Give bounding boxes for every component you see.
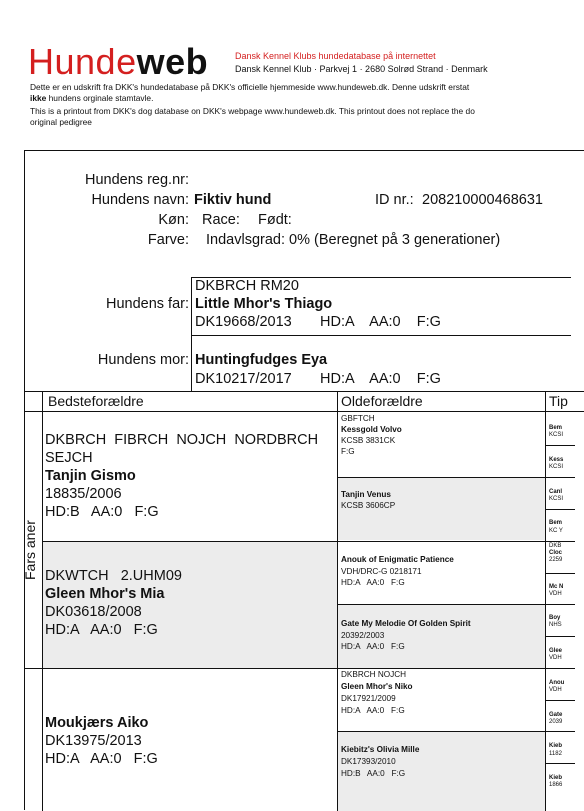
disclaimer-da-line1: Dette er en udskrift fra DKK's hundedatabase på DKK's officielle hjemmeside www.hundeweb.dk. Denne udskrift erstat [30,82,470,92]
dog-name: Fiktiv hund [194,192,272,208]
gp3-reg: DK13975/2013 [45,733,142,749]
tip10-reg: 2039 [549,719,563,725]
tip-line-1 [545,445,575,446]
id-value: 208210000468631 [422,192,543,208]
tip5-reg: 2259 [549,557,563,563]
ggp2-reg: KCSB 3606CP [341,501,396,510]
race-label: Race: [202,212,240,228]
ggp-row-line-3 [337,604,545,605]
disclaimer-en-line1: This is a printout from DKK's dog database on DKK's webpage www.hundeweb.dk. This printout does not replace the do [30,106,475,116]
gp1-reg: 18835/2006 [45,486,122,502]
tip12-name: Kieb [549,775,563,781]
dam-label: Hundens mor: [97,352,189,368]
tip10-name: Gate [549,712,563,718]
color-label: Farve: [147,232,189,248]
ggp-row-line-5 [337,731,545,732]
disclaimer-bold-word: ikke [30,93,47,103]
header-tagline: Dansk Kennel Klubs hundedatabase på internettet [235,51,436,61]
logo-text-hunde: Hunde [28,41,137,82]
col-header-great-grandparents: Oldeforældre [341,393,423,409]
tip-line-6 [545,604,575,605]
tip3-name: Canl [549,489,563,495]
dam-name: Huntingfudges Eya [195,352,328,368]
tip-line-3 [545,509,575,510]
reg-label: Hundens reg.nr: [85,172,189,188]
tip4-reg: KC Y [549,528,563,534]
ggp-row-line-1 [337,477,545,478]
ggp1-reg: KCSB 3831CK [341,436,396,445]
sire-dam-line [191,335,571,336]
ggp1-health: F:G [341,447,355,456]
tip2-name: Kess [549,457,564,463]
hundeweb-logo [28,41,209,82]
gp-row-line-1 [42,541,337,542]
ggp6-health: HD:B AA:0 F:G [341,769,406,778]
tip6-name: Mc N [549,584,564,590]
tip4-name: Bem [549,520,563,526]
ggp3-name: Anouk of Enigmatic Patience [341,555,454,564]
born-label: Født: [258,212,292,228]
dam-reg: DK10217/2017 [195,371,292,387]
gp1-name: Tanjin Gismo [45,468,136,484]
name-label: Hundens navn: [91,192,189,208]
inbreeding: Indavlsgrad: 0% (Beregnet på 3 generationer) [206,232,501,248]
tip8-name: Glee [549,648,563,654]
ggp3-health: HD:A AA:0 F:G [341,578,405,587]
disclaimer-da-line2 [30,93,153,104]
tip1-reg: KCSI [549,432,564,438]
logo-text-web: web [136,41,209,82]
ggp-col-line [545,391,546,811]
dam-health: HD:A AA:0 F:G [320,371,441,387]
gp3-health: HD:A AA:0 F:G [45,751,158,767]
gp2-reg: DK03618/2008 [45,604,142,620]
col-header-grandparents: Bedsteforældre [48,393,144,409]
sex-label: Køn: [158,212,189,228]
id-label: ID nr.: [375,192,414,208]
ggp-row-line-4 [337,668,545,669]
ggp1-titles: GBFTCH [341,414,375,423]
sire-label: Hundens far: [105,296,189,312]
grid-top-line [24,391,584,392]
tip-line-4 [545,541,575,542]
ggp2-name: Tanjin Venus [341,490,391,499]
tip8-reg: VDH [549,655,562,661]
gp2-name: Gleen Mhor's Mia [45,586,165,602]
ggp1-name: Kessgold Volvo [341,425,402,434]
tip2-reg: KCSI [549,464,564,470]
tip9-name: Anou [549,680,565,686]
grid-header-line [24,411,584,412]
col-header-tip: Tip [549,393,568,409]
tip-line-10 [545,731,575,732]
tip11-reg: 1182 [549,751,562,757]
tip-line-7 [545,636,575,637]
sire-reg: DK19668/2013 [195,314,292,330]
ggp6-reg: DK17393/2010 [341,757,396,766]
sire-titles: DKBRCH RM20 [195,278,299,294]
ggp5-titles: DKBRCH NOJCH [341,670,407,679]
tip-line-5 [545,573,575,574]
ggp4-name: Gate My Melodie Of Golden Spirit [341,619,471,628]
tip9-reg: VDH [549,687,562,693]
disclaimer-da-rest: hundens orginale stamtavle. [48,93,154,103]
tip-line-2 [545,477,575,478]
tip3-reg: KCSI [549,496,564,502]
tip-line-8 [545,668,575,669]
gp2-health: HD:A AA:0 F:G [45,622,158,638]
tip5-titles: DKB [549,543,562,549]
gp1-titles-line2: SEJCH [45,450,93,466]
sire-name: Little Mhor's Thiago [195,296,333,312]
tip7-name: Boy [549,615,561,621]
gp-row-line-2 [24,668,337,669]
ggp5-health: HD:A AA:0 F:G [341,706,405,715]
gp1-health: HD:B AA:0 F:G [45,504,159,520]
ggp5-name: Gleen Mhor's Niko [341,682,413,691]
gp1-titles-line1: DKBRCH FIBRCH NOJCH NORDBRCH [45,432,319,448]
tip12-reg: 1866 [549,782,563,788]
tip11-name: Kieb [549,743,563,749]
gp2-titles-line1: DKWTCH 2.UHM09 [45,568,182,584]
tip-line-9 [545,700,575,701]
side-label-fars-aner: Fars aner [22,520,38,580]
ggp6-name: Kiebitz's Olivia Mille [341,745,420,754]
ggp3-reg: VDH/DRC-G 0218171 [341,567,422,576]
tip6-reg: VDH [549,591,562,597]
tip7-reg: NHS [549,622,562,628]
tip1-name: Bem [549,425,563,431]
ggp4-reg: 20392/2003 [341,631,385,640]
sire-health: HD:A AA:0 F:G [320,314,441,330]
tip5-name: Cloc [549,550,563,556]
tip-line-11 [545,763,575,764]
ggp4-health: HD:A AA:0 F:G [341,642,405,651]
ggp-row-line-2 [337,541,545,542]
ggp5-reg: DK17921/2009 [341,694,396,703]
header-address: Dansk Kennel Klub · Parkvej 1 · 2680 Solrød Strand · Denmark [235,64,488,74]
gp3-name: Moukjærs Aiko [45,715,149,731]
disclaimer-en-line2: original pedigree [30,117,92,127]
